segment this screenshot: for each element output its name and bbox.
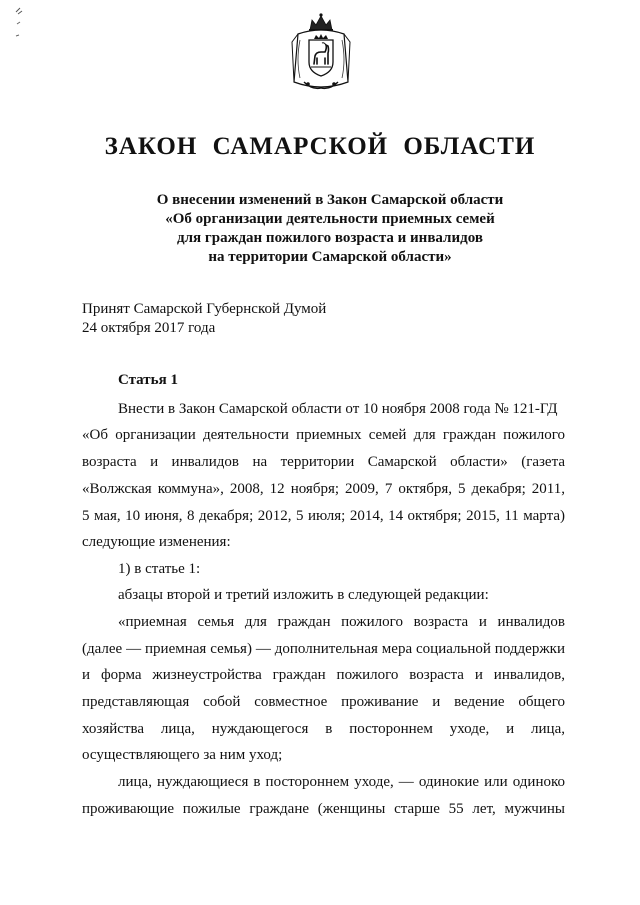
subtitle-line: О внесении изменений в Закон Самарской области — [156, 192, 504, 208]
body-line: 5 мая, 10 июня, 8 декабря; 2012, 5 июля; 2014, 14 октября; 2015, 11 марта) — [82, 508, 565, 524]
body-line: 1) в статье 1: — [118, 561, 201, 577]
body-line: лица, нуждающиеся в постороннем уходе, — одинокие или одиноко — [118, 774, 565, 790]
adoption-date-line: 24 октября 2017 года — [82, 320, 216, 336]
body-line: абзацы второй и третий изложить в следующей редакции: — [118, 587, 489, 603]
body-line: проживающие пожилые граждане (женщины старше 55 лет, мужчины — [82, 801, 565, 817]
body-line: (далее — приемная семья) — дополнительная мера социальной поддержки — [82, 641, 565, 657]
body-line: возраста и инвалидов на территории Самарской области» (газета — [82, 454, 565, 470]
body-line: следующие изменения: — [82, 534, 231, 550]
coat-of-arms-emblem — [288, 12, 354, 94]
body-line: хозяйства лица, нуждающегося в постороннем уходе, и лица, — [82, 721, 565, 737]
body-line: «Волжская коммуна», 2008, 12 ноября; 2009, 7 октября, 5 декабря; 2011, — [82, 481, 565, 497]
law-subtitle — [60, 191, 600, 267]
body-line: «приемная семья для граждан пожилого возраста и инвалидов — [118, 614, 565, 630]
subtitle-line: для граждан пожилого возраста и инвалидов — [177, 230, 483, 246]
adopted-by-line: Принят Самарской Губернской Думой — [82, 301, 327, 317]
body-line: Внести в Закон Самарской области от 10 ноября 2008 года № 121-ГД — [118, 401, 558, 417]
body-line: осуществляющего за ним уход; — [82, 747, 283, 763]
article-heading: Статья 1 — [118, 372, 178, 388]
body-line: и форма жизнеустройства граждан пожилого возраста и инвалидов, — [82, 667, 565, 683]
scan-mark — [14, 6, 32, 42]
body-line: представляющая собой совместное проживание и ведение общего — [82, 694, 565, 710]
adoption-info — [82, 300, 326, 338]
body-line: «Об организации деятельности приемных семей для граждан пожилого — [82, 427, 565, 443]
law-title: ЗАКОН САМАРСКОЙ ОБЛАСТИ — [104, 133, 536, 160]
subtitle-line: «Об организации деятельности приемных семей — [165, 211, 495, 227]
subtitle-line: на территории Самарской области» — [208, 249, 452, 265]
